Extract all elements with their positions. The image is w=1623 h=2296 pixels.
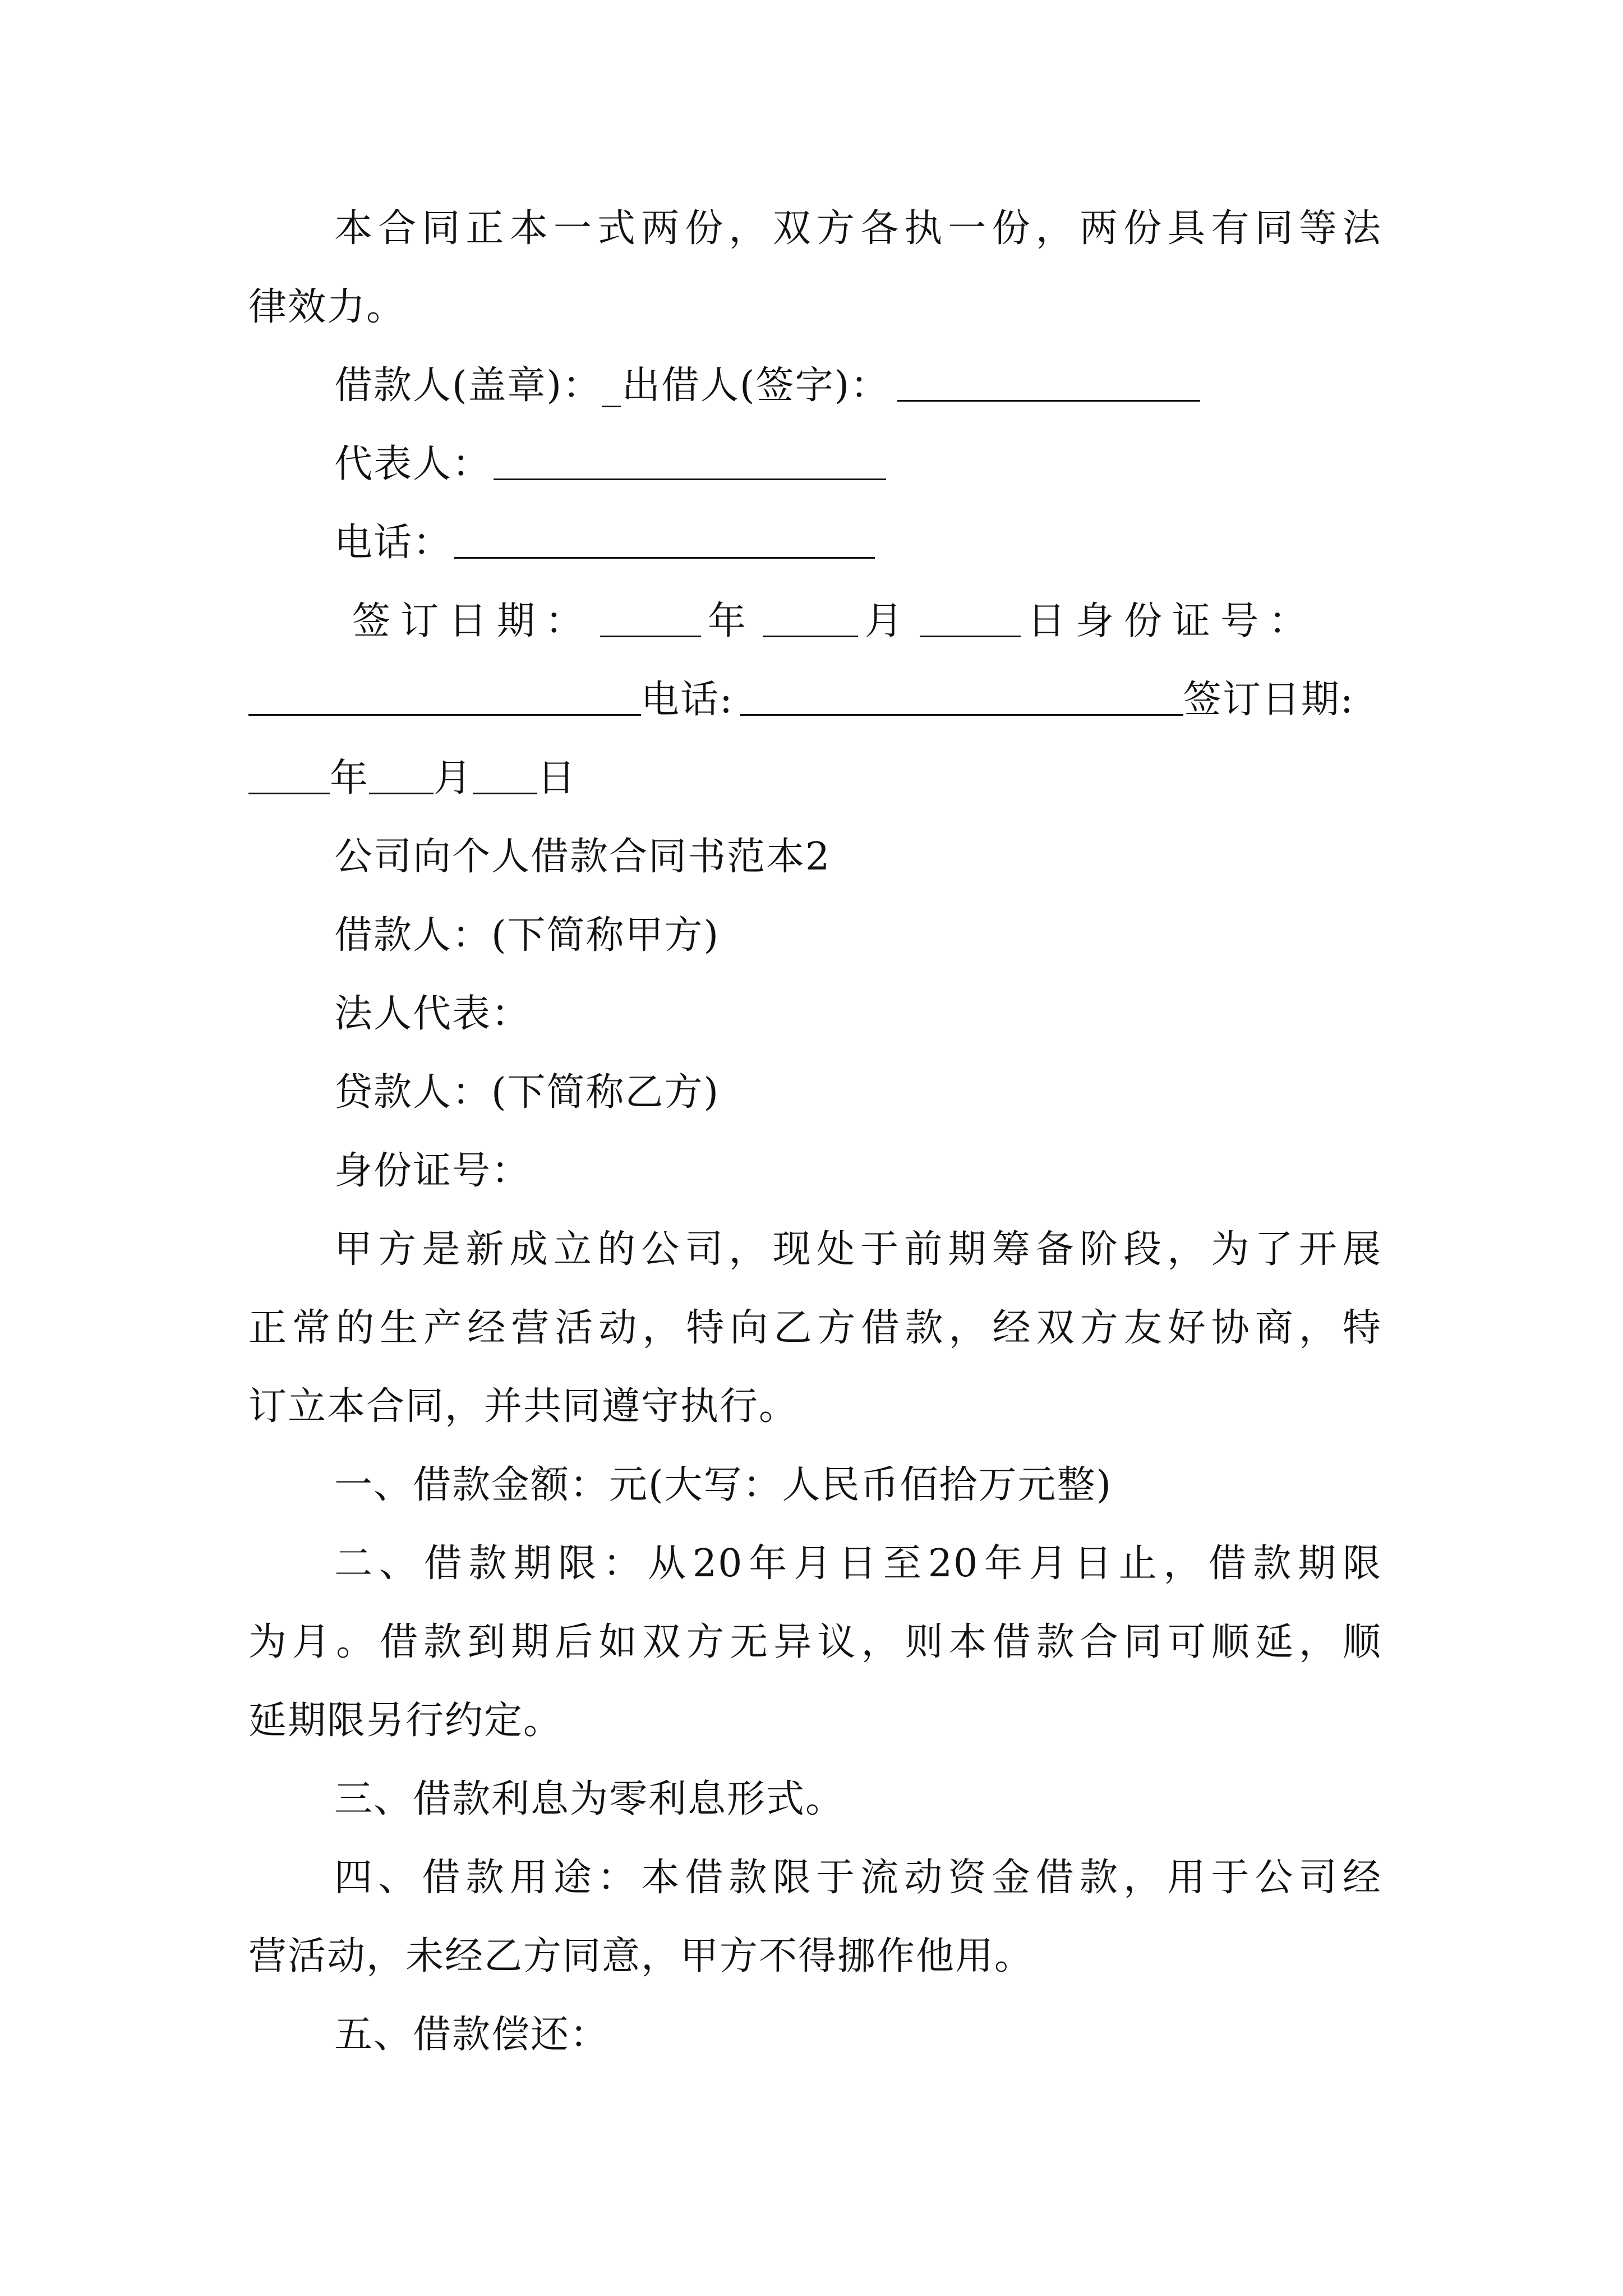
year-label: 年 [708, 599, 757, 643]
paragraph-line: 为月。借款到期后如双方无异议，则本借款合同可顺延，顺 [248, 1620, 1382, 1664]
paragraph-line: 一、借款金额：元(大写：人民币佰拾万元整) [334, 1463, 1113, 1507]
paragraph-line: 身份证号： [334, 1149, 531, 1193]
phone-label: 电话： [334, 521, 453, 565]
blank-underline [600, 594, 701, 637]
borrower-lender-label: 借款人(盖章)：_出借人(签字)： [334, 364, 890, 408]
paragraph-line: 四、借款用途：本借款限于流动资金借款，用于公司经 [334, 1856, 1382, 1900]
paragraph-line: 五、借款偿还： [334, 2013, 610, 2057]
blank-underline [248, 751, 330, 794]
phone-label-2: 电话: [641, 678, 734, 722]
signing-date-label-2: 签订日期: [1183, 678, 1354, 722]
phone-line [334, 509, 1623, 577]
section-title: 公司向个人借款合同书范本2 [334, 835, 831, 879]
signing-date-line [352, 588, 1623, 655]
paragraph-line: 法人代表： [334, 992, 531, 1036]
paragraph-line: 营活动，未经乙方同意，甲方不得挪作他用。 [248, 1934, 1034, 1978]
paragraph-line: 借款人：(下简称甲方) [334, 913, 720, 958]
paragraph-line: 正常的生产经营活动，特向乙方借款，经双方友好协商，特 [248, 1306, 1382, 1350]
blank-underline [763, 594, 858, 637]
blank-underline [473, 751, 537, 794]
paragraph-line: 二、借款期限：从20年月日至20年月日止，借款期限 [334, 1542, 1382, 1586]
paragraph-line: 本合同正本一式两份，双方各执一份，两份具有同等法 [334, 206, 1382, 251]
paragraph-line: 订立本合同，并共同遵守执行。 [248, 1384, 799, 1429]
blank-underline [740, 673, 1183, 716]
paragraph-line: 贷款人：(下简称乙方) [334, 1070, 720, 1115]
phone-date-line [248, 666, 1623, 734]
paragraph-line: 律效力。 [248, 285, 406, 329]
representative-line [334, 431, 1623, 498]
date-blanks-line [248, 745, 1623, 812]
year-label-2: 年 [330, 756, 370, 800]
day-label-2: 日 [537, 756, 577, 800]
paragraph-line: 三、借款利息为零利息形式。 [334, 1777, 845, 1821]
signing-date-label: 签订日期： [352, 599, 594, 643]
paragraph-line: 甲方是新成立的公司，现处于前期筹备阶段，为了开展 [334, 1227, 1382, 1272]
blank-underline [494, 437, 886, 480]
blank-underline [369, 751, 434, 794]
blank-underline [454, 516, 875, 559]
month-label: 月 [865, 599, 914, 643]
blank-underline [248, 673, 641, 716]
day-id-label: 日身份证号： [1027, 599, 1317, 643]
blank-underline [897, 358, 1200, 402]
month-label-2: 月 [434, 756, 473, 800]
paragraph-line: 延期限另行约定。 [248, 1699, 563, 1743]
signature-line-borrower [334, 352, 1623, 420]
blank-underline [920, 594, 1021, 637]
representative-label: 代表人： [334, 442, 492, 486]
